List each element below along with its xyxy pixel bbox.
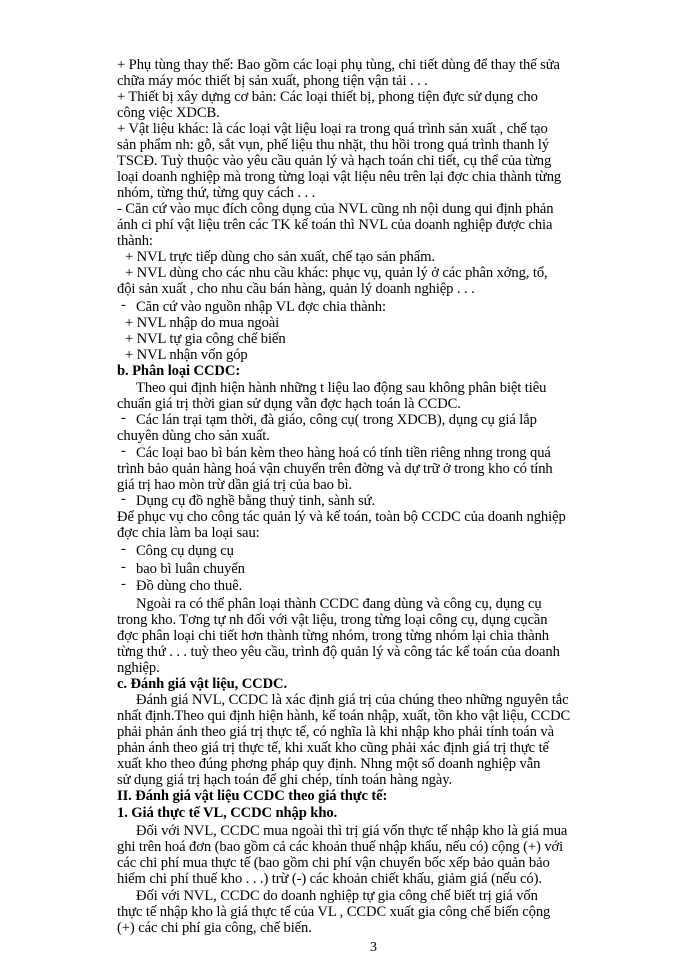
text-line: giá trị hao mòn trừ dần giá trị của bao bì. xyxy=(117,477,353,493)
text-line: công việc XDCB. xyxy=(117,105,220,121)
text-line: loại doanh nghiệp mà trong từng loại vật liệu nêu trên lại đợc chia thành từng xyxy=(117,169,562,185)
text-line: + NVL tự gia công chế biến xyxy=(125,331,286,347)
text-line: + NVL dùng cho các nhu cầu khác: phục vụ, quản lý ở các phân xởng, tổ, xyxy=(125,265,548,281)
text-line: hiểm chi phí thuế kho . . .) trừ (-) các khoản chiết khấu, giảm giá (nếu có). xyxy=(117,871,542,887)
text-line: nghiệp. xyxy=(117,660,160,676)
text-line: chữa máy móc thiết bị sản xuất, phong tiện vận tải . . . xyxy=(117,73,428,89)
bullet-dash: - xyxy=(121,576,126,592)
text-line: nhóm, từng thứ, từng quy cách . . . xyxy=(117,185,316,201)
text-line: Đồ dùng cho thuê. xyxy=(136,578,243,594)
text-line: trình bảo quản hàng hoá vận chuyển trên đờng và dự trữ ở trong kho có tính xyxy=(117,461,553,477)
text-line: sử dụng giá trị hạch toán để ghi chép, tính toán hàng ngày. xyxy=(117,772,453,788)
section-heading: c. Đánh giá vật liệu, CCDC. xyxy=(117,676,287,692)
text-line: + Vật liệu khác: là các loại vật liệu loại ra trong quá trình sản xuất , chế tạo xyxy=(117,121,548,137)
text-line: + NVL trực tiếp dùng cho sản xuất, chế tạo sản phẩm. xyxy=(125,249,435,265)
text-line: chuyên dùng cho sản xuất. xyxy=(117,428,270,444)
bullet-dash: - xyxy=(121,541,126,557)
text-line: ánh ci phí vật liệu trên các TK kế toán thì NVL của doanh nghiệp được chia xyxy=(117,217,553,233)
text-line: nhất định.Theo qui định hiện hành, kế toán nhập, xuất, tồn kho vật liệu, CCDC xyxy=(117,708,571,724)
text-line: + Thiết bị xây dựng cơ bản: Các loại thiết bị, phong tiện đực sử dụng cho xyxy=(117,89,538,105)
bullet-dash: - xyxy=(121,443,126,459)
text-line: từng thứ . . . tuỳ theo yêu cầu, trình độ quản lý và công tác kế toán của doanh xyxy=(117,644,560,660)
text-line: trong kho. Tơng tự nh đối với vật liệu, trong từng loại công cụ, dụng cụcần xyxy=(117,612,548,628)
bullet-dash: - xyxy=(121,297,126,313)
text-line: TSCĐ. Tuỳ thuộc vào yêu cầu quản lý và hạch toán chi tiết, cụ thể của từng xyxy=(117,153,552,169)
bullet-dash: - xyxy=(121,491,126,507)
text-line: chuẩn giá trị thời gian sử dụng vẫn đợc hạch toán là CCDC. xyxy=(117,396,461,412)
text-line: + NVL nhập do mua ngoài xyxy=(125,315,280,331)
text-line: đợc chia làm ba loại sau: xyxy=(117,525,260,541)
text-line: Căn cứ vào nguồn nhập VL đợc chia thành: xyxy=(136,299,386,315)
text-line: Đánh giá NVL, CCDC là xác định giá trị của chúng theo những nguyên tắc xyxy=(136,692,569,708)
bullet-dash: - xyxy=(121,410,126,426)
text-line: Theo qui định hiện hành những t liệu lao động sau không phân biệt tiêu xyxy=(136,380,547,396)
text-line: xuất kho theo đúng phơng pháp quy định. Nhng một số doanh nghiệp vẫn xyxy=(117,756,541,772)
text-line: Để phục vụ cho công tác quản lý và kế toán, toàn bộ CCDC của doanh nghiệp xyxy=(117,509,566,525)
text-line: Đối với NVL, CCDC do doanh nghiệp tự gia công chế biết trị giá vốn xyxy=(136,888,538,904)
text-line: Các loại bao bì bán kèm theo hàng hoá có tính tiền riêng nhng trong quá xyxy=(136,445,551,461)
text-line: đợc phân loại chi tiết hơn thành từng nhóm, trong từng nhóm lại chia thành xyxy=(117,628,549,644)
text-line: - Căn cứ vào mục đích công dụng của NVL cũng nh nội dung qui định phản xyxy=(117,201,554,217)
text-line: + Phụ tùng thay thế: Bao gồm các loại phụ tùng, chi tiết dùng để thay thế sửa xyxy=(117,57,560,73)
text-line: (+) các chi phí gia công, chế biến. xyxy=(117,920,312,936)
section-heading: 1. Giá thực tế VL, CCDC nhập kho. xyxy=(117,805,338,821)
text-line: các chi phí mua thực tế (bao gồm chi phí vận chuyển bốc xếp bảo quản bảo xyxy=(117,855,550,871)
text-line: bao bì luân chuyển xyxy=(136,561,245,577)
text-line: Ngoài ra có thể phân loại thành CCDC đang dùng và công cụ, dụng cụ xyxy=(136,596,542,612)
text-line: ghi trên hoá đơn (bao gồm cả các khoản thuế nhập khẩu, nếu có) cộng (+) với xyxy=(117,839,564,855)
bullet-dash: - xyxy=(121,559,126,575)
text-line: thành: xyxy=(117,233,153,249)
section-heading: b. Phân loại CCDC: xyxy=(117,363,241,379)
text-line: sản phẩm nh: gỗ, sắt vụn, phế liệu thu nhặt, thu hồi trong quá trình thanh lý xyxy=(117,137,550,153)
text-line: phản ánh theo giá trị thực tế, khi xuất kho cũng phải xác định giá trị thực tế xyxy=(117,740,549,756)
text-line: phải phản ánh theo giá trị thực tế, có nghĩa là khi nhập kho phải tính toán và xyxy=(117,724,554,740)
text-line: đội sản xuất , cho nhu cầu bán hàng, quản lý doanh nghiệp . . . xyxy=(117,281,475,297)
text-line: + NVL nhận vốn góp xyxy=(125,347,248,363)
text-line: Dụng cụ đồ nghề bằng thuỷ tinh, sành sứ. xyxy=(136,493,376,509)
page-number: 3 xyxy=(370,940,377,955)
text-line: Các lán trại tạm thời, đà giáo, công cụ( trong XDCB), dụng cụ giá lắp xyxy=(136,412,537,428)
text-line: thực tế nhập kho là giá thực tế của VL , CCDC xuất gia công chế biến cộng xyxy=(117,904,551,920)
text-line: Công cụ dụng cụ xyxy=(136,543,234,559)
text-line: Đối với NVL, CCDC mua ngoài thì trị giá vốn thực tế nhập kho là giá mua xyxy=(136,823,568,839)
section-heading: II. Đánh giá vật liệu CCDC theo giá thực tế: xyxy=(117,788,388,804)
